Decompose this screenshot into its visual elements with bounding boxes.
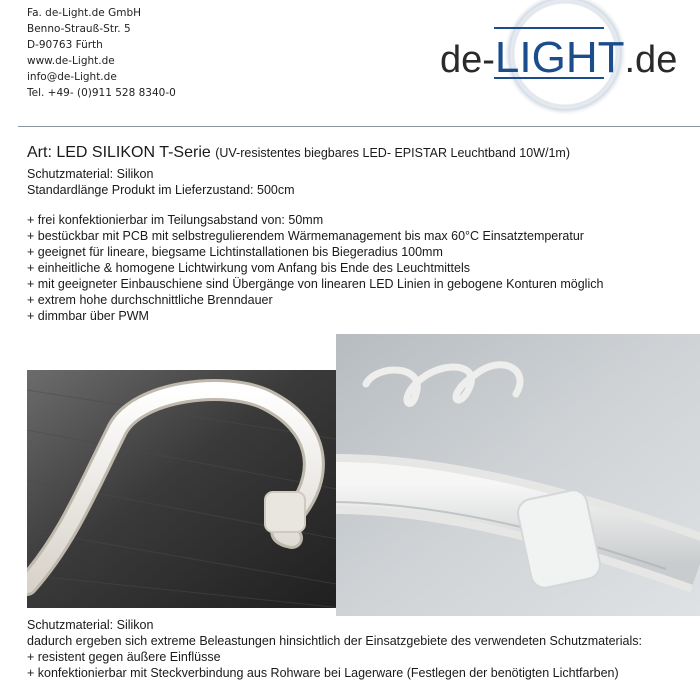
logo-brand: LIGHT (494, 33, 625, 82)
de-light-logo (430, 0, 700, 120)
note-line: Schutzmaterial: Silikon (27, 618, 154, 632)
company-street: Benno-Strauß-Str. 5 (27, 23, 131, 35)
feature-list (27, 212, 603, 324)
feature-item: + extrem hohe durchschnittliche Brenndauer (27, 293, 273, 307)
feature-item: + bestückbar mit PCB mit selbstregulierendem Wärmemanagement bis max 60°C Einsatztemperatur (27, 229, 584, 243)
company-email[interactable]: info@de-Light.de (27, 71, 117, 83)
spec-list (27, 166, 295, 198)
company-phone: Tel. +49- (0)911 528 8340-0 (27, 87, 176, 99)
feature-item: + frei konfektionierbar im Teilungsabstand von: 50mm (27, 213, 324, 227)
logo-suffix: .de (624, 39, 678, 81)
company-name: Fa. de-Light.de GmbH (27, 7, 142, 19)
material-notes (27, 617, 642, 681)
logo-prefix: de- (440, 39, 495, 81)
feature-item: + einheitliche & homogene Lichtwirkung vom Anfang bis Ende des Leuchtmittels (27, 261, 470, 275)
feature-item: + mit geeigneter Einbauschiene sind Übergänge von linearen LED Linien in gebogene Konturen möglich (27, 277, 604, 291)
strip-end-cap (265, 492, 305, 532)
article-title-line (27, 144, 570, 162)
article-title: Art: LED SILIKON T-Serie (27, 144, 211, 161)
spec-material: Schutzmaterial: Silikon (27, 167, 154, 181)
spec-length: Standardlänge Produkt im Lieferzustand: 500cm (27, 183, 295, 197)
product-photo-light (336, 334, 700, 616)
company-city: D-90763 Fürth (27, 39, 103, 51)
product-photo-dark (27, 370, 342, 608)
note-line: + konfektionierbar mit Steckverbindung aus Rohware bei Lagerware (Festlegen der benötigten Lichtfarben) (27, 666, 619, 680)
company-address (27, 5, 176, 101)
note-line: dadurch ergeben sich extreme Beleastungen hinsichtlich der Einsatzgebiete des verwendeten Schutzmaterials: (27, 634, 642, 648)
article-subtitle: (UV-resistentes biegbares LED- EPISTAR Leuchtband 10W/1m) (215, 146, 571, 160)
svg-text:de-LIGHT.de (440, 33, 677, 82)
company-website[interactable]: www.de-Light.de (27, 55, 115, 67)
note-line: + resistent gegen äußere Einflüsse (27, 650, 221, 664)
feature-item: + dimmbar über PWM (27, 309, 149, 323)
header-divider (18, 126, 700, 127)
feature-item: + geeignet für lineare, biegsame Lichtinstallationen bis Biegeradius 100mm (27, 245, 443, 259)
